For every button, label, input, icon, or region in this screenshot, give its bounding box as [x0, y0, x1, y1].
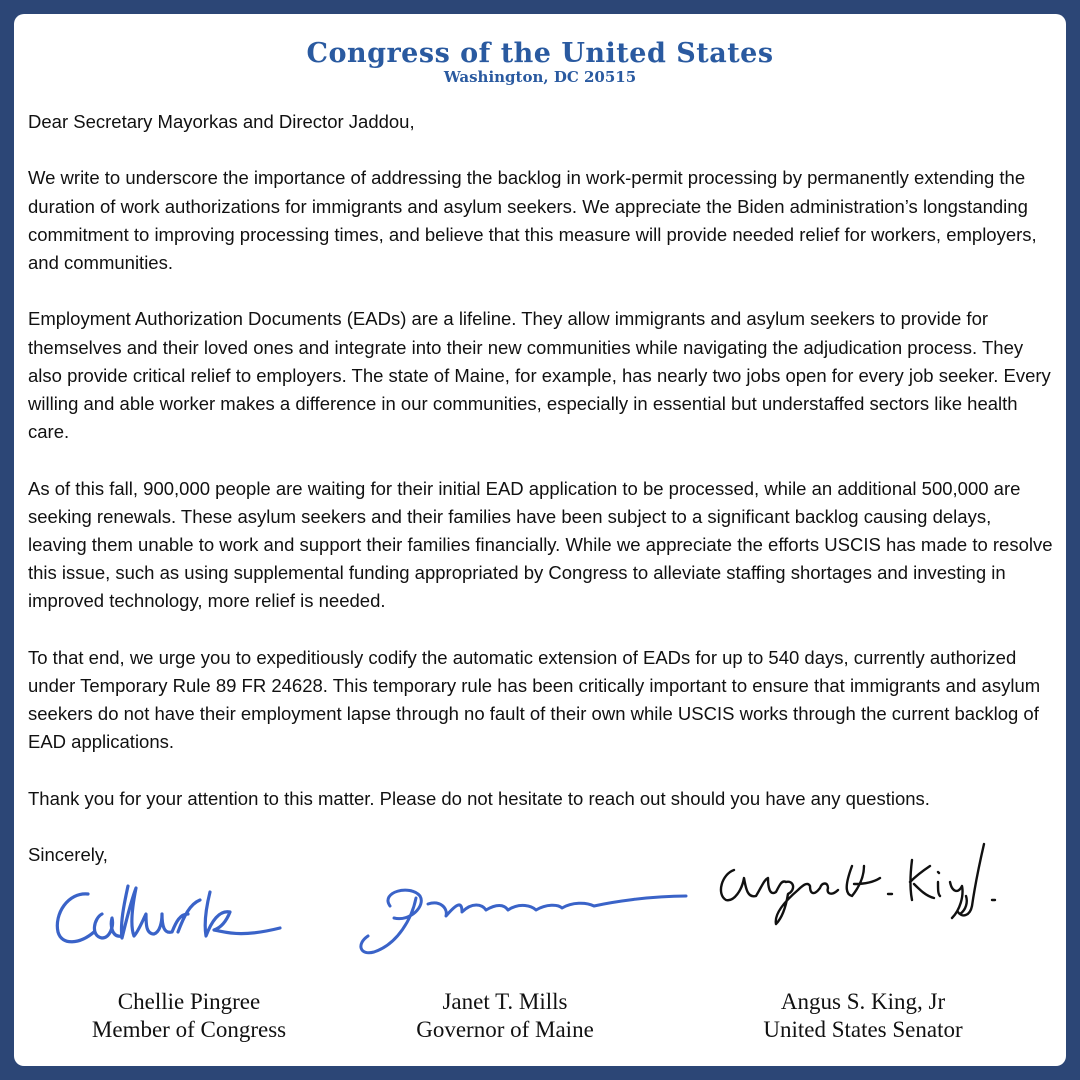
- letterhead-title: Congress of the United States: [306, 38, 774, 69]
- paragraph: As of this fall, 900,000 people are waiting for their initial EAD application to be processed, while an additional 500,000 are seeking renewals. These asylum seekers and their families have been subject to a significant backlog causing delays, leaving them unable to work and support their families financially. While we appreciate the efforts USCIS has made to resolve this issue, such as using supplemental funding appropriated by Congress to alleviate staffing shortages and investing in improved technology, more relief is needed.: [28, 477, 1053, 612]
- signer-title: Member of Congress: [91, 1017, 287, 1042]
- signer-name: Janet T. Mills: [442, 989, 568, 1014]
- signer-title: Governor of Maine: [416, 1017, 594, 1042]
- letter-page: [14, 14, 1066, 1066]
- letterhead-address: Washington, DC 20515: [443, 68, 637, 86]
- paragraph: Employment Authorization Documents (EADs) are a lifeline. They allow immigrants and asylum seekers to provide for themselves and their loved ones and integrate into their new communities while navigating the adjudication process. They also provide critical relief to employers. The state of Maine, for example, has nearly two jobs open for every job seeker. Every willing and able worker makes a difference in our communities, especially in essential but understaffed sectors like health care.: [28, 308, 1051, 443]
- signature-king: [704, 830, 1004, 930]
- signer-name: Angus S. King, Jr: [780, 989, 946, 1014]
- paragraph: Thank you for your attention to this matter. Please do not hesitate to reach out should you have any questions.: [28, 787, 930, 809]
- salutation: Dear Secretary Mayorkas and Director Jaddou,: [28, 111, 415, 132]
- signer-title: United States Senator: [763, 1017, 963, 1042]
- signer-mills: [390, 988, 620, 1044]
- paragraph: To that end, we urge you to expeditiously codify the automatic extension of EADs for up to 540 days, currently authorized under Temporary Rule 89 FR 24628. This temporary rule has been critically important to ensure that immigrants and asylum seekers do not have their employment lapse through no fault of their own while USCIS works through the current backlog of EAD applications.: [28, 646, 1041, 753]
- paragraph: We write to underscore the importance of addressing the backlog in work-permit processing by permanently extending the duration of work authorizations for immigrants and asylum seekers. We appreciate the Biden administration’s longstanding commitment to improving processing times, and believe that this measure will provide needed relief for workers, employers, and communities.: [28, 167, 1037, 273]
- signer-pingree: [64, 988, 314, 1044]
- closing: Sincerely,: [28, 844, 108, 866]
- letter-body: [28, 108, 1054, 898]
- signature-mills: [350, 862, 690, 962]
- signer-name: Chellie Pingree: [117, 989, 261, 1014]
- signer-king: [738, 988, 988, 1044]
- signature-pingree: [50, 874, 310, 954]
